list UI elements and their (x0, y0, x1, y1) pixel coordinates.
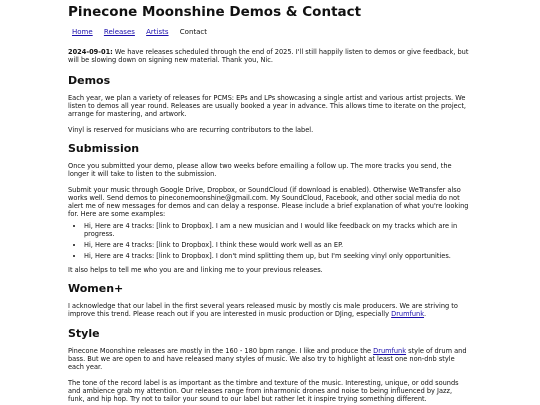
submission-paragraph-2: Submit your music through Google Drive, Dropbox, or SoundCloud (if download is enabled). Otherwise WeTransfer also works well. Send demos to pineconemoonshine@gmail.com. My SoundCloud, Facebook, and other social media do not alert me of new messages for demos and can delay a response. Please include a brief explanation of what you're looking for. Here are some examples: (68, 186, 469, 218)
women-text: I acknowledge that our label in the first several years released music by mostly cis male producers. We are striving to improve this trend. Please reach out if you are interested in music production or DJing, especially (68, 302, 458, 318)
nav-home-link[interactable]: Home (72, 28, 93, 36)
page-content (68, 0, 470, 403)
style-paragraph-1 (68, 347, 470, 371)
example-list (68, 222, 470, 260)
nav-contact-current: Contact (179, 28, 208, 36)
example-item: • Hi, Here are 4 tracks: [link to Dropbox]. I don't mind splitting them up, but I'm seeking vinyl only opportunities. (84, 252, 470, 260)
notice-paragraph (68, 48, 470, 64)
style-paragraph-2: The tone of the record label is as important as the timbre and texture of the music. Interesting, unique, or odd sounds and ambience grab my attention. Our releases range from inharmonic drones and noise to being influenced by Jazz, funk, and hip hop. Try not to tailor your sound to our label but rather let it inspire trying something different. (68, 379, 459, 403)
demos-heading: Demos (68, 74, 111, 87)
drumfunk-link[interactable]: Drumfunk (391, 310, 425, 318)
nav-releases-link[interactable]: Releases (103, 28, 135, 36)
example-item: • Hi, Here are 4 tracks: [link to Dropbox]. I think these would work well as an EP. (84, 241, 470, 249)
page-title: Pinecone Moonshine Demos & Contact (68, 4, 362, 20)
submission-paragraph-1: Once you submitted your demo, please allow two weeks before emailing a follow up. The more tracks you send, the longer it will take to listen to the submission. (68, 162, 452, 178)
women-paragraph (68, 302, 470, 318)
submission-paragraph-3: It also helps to tell me who you are and linking me to your previous releases. (68, 266, 323, 274)
notice-text: We have releases scheduled through the end of 2025. I'll still happily listen to demos or give feedback, but will be slowing down on signing new material. Thank you, Nic. (68, 48, 469, 64)
notice-date: 2024-09-01: (68, 48, 113, 56)
submission-heading: Submission (68, 142, 140, 155)
women-heading: Women+ (68, 282, 124, 295)
nav-artists-link[interactable]: Artists (146, 28, 169, 36)
style-text-post: style of drum and bass. But we are open to and have released many styles of music. We also try to highlight at least one non-dnb style each year. (68, 347, 467, 371)
demos-paragraph-1: Each year, we plan a variety of releases for PCMS: EPs and LPs showcasing a single artist and various artist projects. We listen to demos all year round. Releases are usually booked a year in advance. This allows time to iterate on the project, arrange for mastering, and artwork. (68, 94, 467, 118)
style-heading: Style (68, 327, 100, 340)
women-end: . (424, 310, 427, 318)
style-text-pre: Pinecone Moonshine releases are mostly in the 160 - 180 bpm range. I like and produce the (68, 347, 374, 355)
example-item: • Hi, Here are 4 tracks: [link to Dropbox]. I am a new musician and I would like feedback on my tracks which are in progress. (84, 222, 470, 238)
drumfunk-style-link[interactable]: Drumfunk (373, 347, 407, 355)
demos-paragraph-2: Vinyl is reserved for musicians who are recurring contributors to the label. (68, 126, 314, 134)
nav-bar (68, 28, 470, 37)
